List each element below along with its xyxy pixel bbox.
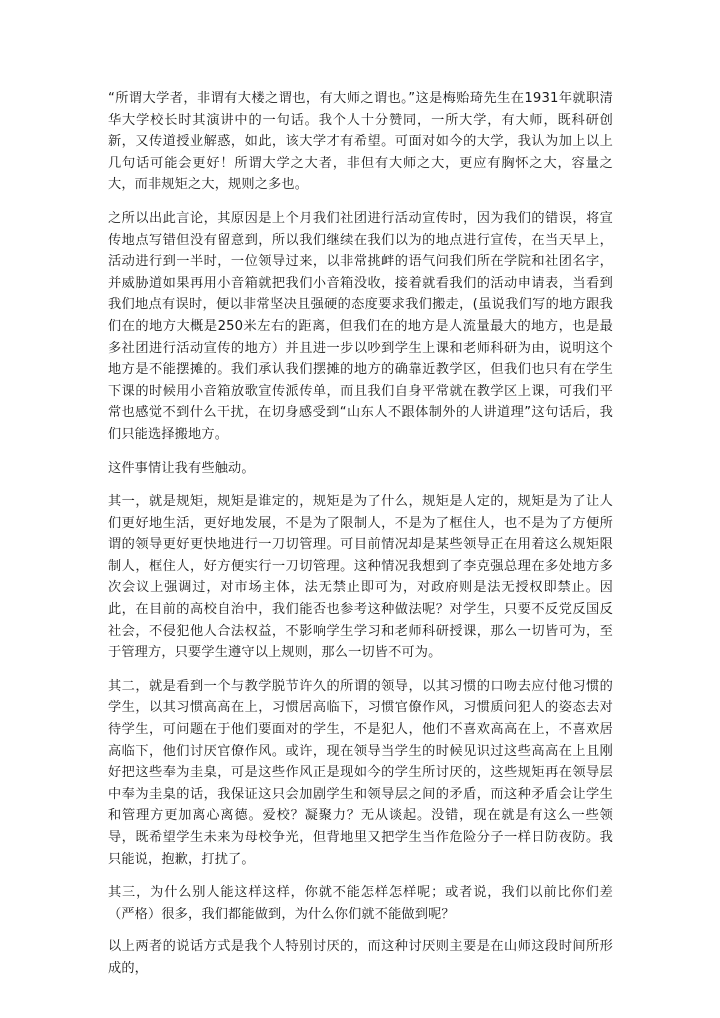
paragraph-reflection: 这件事情让我有些触动。 (108, 460, 255, 476)
document-body (108, 88, 613, 980)
paragraph-incident: 之所以出此言论，其原因是上个月我们社团进行活动宣传时，因为我们的错误，将宣传地点写错但没有留意到，所以我们继续在我们以为的地点进行宣传，在当天早上，活动进行到一半时，一位领导过来，以非常挑衅的语气问我们所在学院和社团名字，并威胁道如果再用小音箱就把我们小音箱没收，接着就看我们的活动申请表，当看到我们地点有误时，便以非常坚决且强硬的态度要求我们搬走，(虽说我们写的地方跟我们在的地方大概是250米左右的距离，但我们在的地方是人流量最大的地方，也是最多社团进行活动宣传的地方）并且进一步以吵到学生上课和老师科研为由，说明这个地方是不能摆摊的。我们承认我们摆摊的地方的确靠近教学区，但我们也只有在学生下课的时候用小音箱放歌宣传派传单，而且我们自身平常就在教学区上课，可我们平常也感觉不到什么干扰，在切身感受到“山东人不跟体制外的人讲道理”这句话后，我们只能选择搬地方。 (108, 210, 613, 442)
paragraph-intro: “所谓大学者，非谓有大楼之谓也，有大师之谓也。”这是梅贻琦先生在1931年就职清华大学校长时其演讲中的一句话。我个人十分赞同，一所大学，有大师，既科研创新，又传道授业解惑，如此，该大学才有希望。可面对如今的大学，我认为加上以上几句话可能会更好！所谓大学之大者，非但有大师之大，更应有胸怀之大，容量之大，而非规矩之大，规则之多也。 (108, 91, 613, 193)
paragraph-point-one: 其一，就是规矩，规矩是谁定的，规矩是为了什么，规矩是人定的，规矩是为了让人们更好地生活，更好地发展，不是为了限制人，不是为了框住人，也不是为了方便所谓的领导更好更快地进行一刀切管理。可目前情况却是某些领导正在用着这么规矩限制人，框住人，好方便实行一刀切管理。这种情况我想到了李克强总理在多处地方多次会议上强调过，对市场主体，法无禁止即可为，对政府则是法无授权即禁止。因此，在目前的高校自治中，我们能否也参考这种做法呢？对学生，只要不反党反国反社会，不侵犯他人合法权益，不影响学生学习和老师科研授课，那么一切皆可为，至于管理方，只要学生遵守以上规则，那么一切皆不可为。 (108, 494, 613, 661)
paragraph-point-three: 其三，为什么别人能这样这样，你就不能怎样怎样呢；或者说，我们以前比你们差（严格）很多，我们都能做到，为什么你们就不能做到呢？ (108, 885, 613, 922)
paragraph-conclusion: 以上两者的说话方式是我个人特别讨厌的，而这种讨厌则主要是在山师这段时间所形成的， (108, 939, 613, 976)
paragraph-point-two: 其二，就是看到一个与教学脱节许久的所谓的领导，以其习惯的口吻去应付他习惯的学生，以其习惯高高在上，习惯居高临下，习惯官僚作风，习惯质问犯人的姿态去对待学生，可问题在于他们要面对的学生，不是犯人，他们不喜欢高高在上，不喜欢居高临下，他们讨厌官僚作风。或许，现在领导当学生的时候见识过这些高高在上且刚好把这些奉为圭臬，可是这些作风正是现如今的学生所讨厌的，这些规矩再在领导层中奉为圭臬的话，我保证这只会加剧学生和领导层之间的矛盾，而这种矛盾会让学生和管理方更加离心离德。爱校？凝聚力？无从谈起。没错，现在就是有这么一些领导，既希望学生未来为母校争光，但背地里又把学生当作危险分子一样日防夜防。我只能说，抱歉，打扰了。 (108, 678, 613, 867)
